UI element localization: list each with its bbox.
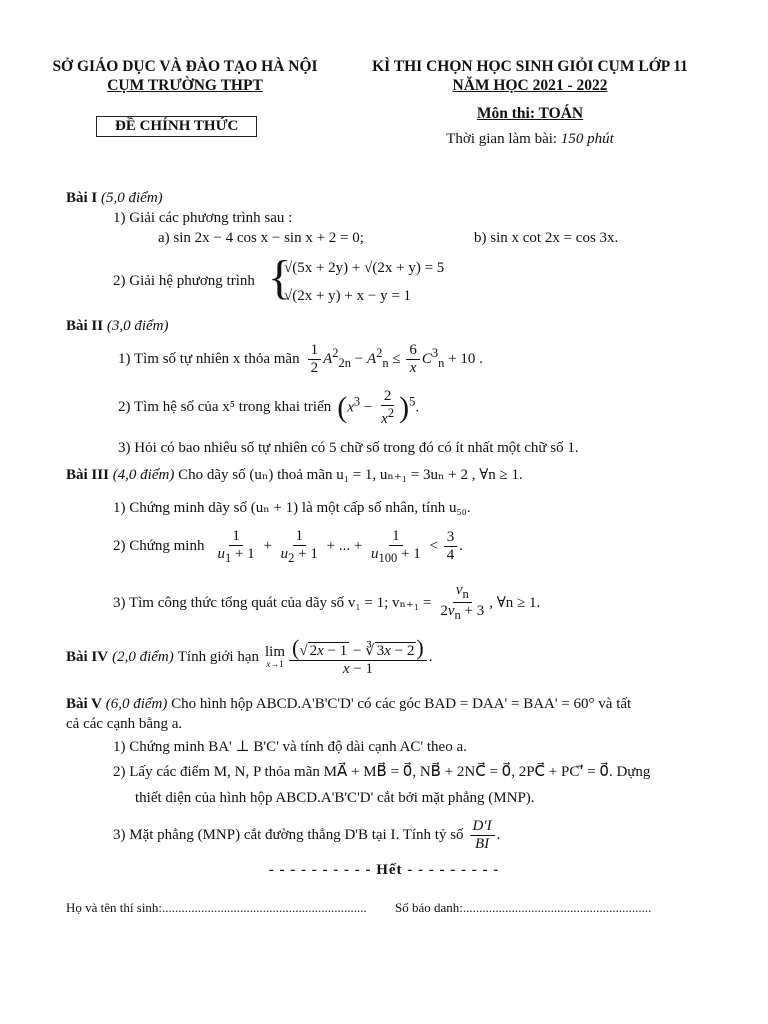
bai5-q2b: thiết diện của hình hộp ABCD.A'B'C'D' cắt bởi mặt phẳng (MNP).	[135, 790, 535, 806]
department-name: SỞ GIÁO DỤC VÀ ĐÀO TẠO HÀ NỘI	[52, 58, 318, 75]
end-marker: - - - - - - - - - - Hết - - - - - - - - -	[268, 862, 500, 878]
bai3-q3	[113, 582, 540, 622]
bai5-intro-b: cả các cạnh bằng a.	[66, 716, 183, 732]
candidate-name-label: Họ và tên thí sinh:	[66, 900, 163, 915]
bai1-q1: 1) Giải các phương trình sau :	[113, 210, 293, 226]
bai3-q3-tail: , ∀n ≥ 1.	[489, 594, 541, 611]
bai4-text: Tính giới hạn	[177, 648, 260, 665]
candidate-name-line	[66, 900, 367, 916]
bai4: Bài IV (2,0 điểm) Tính giới hạn lim x→1 $\frac{(√ 2x - 1 - ∛ 3x - 2)}{x - 1}$ .	[66, 635, 433, 678]
candidate-id-dots: ..........................................................	[462, 900, 652, 915]
official-stamp: ĐỀ CHÍNH THỨC	[96, 116, 257, 137]
bai5-q3-text: 3) Mặt phẳng (MNP) cắt đường thẳng D'B tại I. Tính tỷ số	[113, 826, 464, 843]
bai3-q1: 1) Chứng minh dãy số (uₙ + 1) là một cấp số nhân, tính u₅₀.	[113, 500, 471, 516]
bai1-title: Bài I	[66, 190, 98, 206]
bai5-intro-a: Cho hình hộp ABCD.A'B'C'D' có các góc BAD = DAA' = BAA' = 60° và tất	[171, 696, 632, 712]
candidate-name-dots: ...............................................................	[162, 900, 367, 915]
bai3-q3-text: 3) Tìm công thức tổng quát của dãy số v₁ = 1; vₙ₊₁ =	[113, 594, 432, 611]
bai1-heading	[66, 190, 163, 207]
bai1-q2-label: 2) Giải hệ phương trình	[113, 273, 255, 289]
bai2-title: Bài II	[66, 318, 104, 334]
time-value: 150 phút	[560, 131, 614, 147]
candidate-id-line	[395, 900, 651, 916]
bai1-q1a: a) sin 2x − 4 cos x − sin x + 2 = 0;	[158, 230, 364, 246]
bai2-q2-text: 2) Tìm hệ số của x⁵ trong khai triển	[118, 399, 332, 416]
exam-title: KÌ THI CHỌN HỌC SINH GIỎI CỤM LỚP 11	[372, 58, 688, 75]
bai5-heading	[66, 696, 631, 713]
bai1-eq1: √(5x + 2y) + √(2x + y) = 5	[284, 260, 445, 276]
bai1-eq2: √(2x + y) + x − y = 1	[284, 288, 412, 304]
bai5-points: (6,0 điểm)	[105, 696, 168, 712]
bai3-q2-label: 2) Chứng minh	[113, 537, 205, 554]
subject: Môn thi: TOÁN	[476, 105, 584, 122]
school-cluster: CỤM TRƯỜNG THPT	[107, 77, 263, 94]
bai4-points: (2,0 điểm)	[112, 648, 174, 665]
bai3-points: (4,0 điểm)	[112, 467, 175, 483]
bai2-q1-formula: $\frac{1}{2}$ $A^2_{2n} - A^2_n$ ≤ $\frac{6}{x}$ $C^3_n + 10$ .	[306, 342, 483, 377]
bai3-title: Bài III	[66, 467, 109, 483]
bai5-q3-fraction: $\frac{D'I}{BI}$	[470, 818, 495, 853]
time-label: Thời gian làm bài:	[446, 131, 561, 147]
bai3-q2	[113, 528, 463, 565]
bai2-q3: 3) Hỏi có bao nhiêu số tự nhiên có 5 chữ số trong đó có ít nhất một chữ số 1.	[118, 440, 579, 456]
bai3-intro: Cho dãy số (uₙ) thoả mãn u₁ = 1, uₙ₊₁ = 3uₙ + 2 , ∀n ≥ 1.	[178, 467, 523, 483]
bai4-fraction: $\frac{(√ 2x - 1 - ∛ 3x - 2)}{x - 1}$	[289, 636, 427, 678]
bai2-heading	[66, 318, 169, 335]
bai1-points: (5,0 điểm)	[101, 190, 163, 206]
bai5-title: Bài V	[66, 696, 102, 712]
candidate-id-label: Số báo danh:	[395, 900, 463, 915]
system-brace: {	[268, 251, 292, 304]
bai2-q2-formula: ($x^3$ − $\frac{2}{x^2}$ )$^5$.	[337, 388, 420, 427]
bai3-q2-formula: $\frac{1}{u_1 + 1}$ + $\frac{1}{u_2 + 1}$ + ... + $\frac{1}{u_{100} + 1}$ < $\frac{3}{4}$ .	[217, 528, 463, 565]
bai4-title: Bài IV	[66, 648, 109, 665]
bai2-q1-text: 1) Tìm số tự nhiên x thỏa mãn	[118, 350, 300, 367]
bai5-q1: 1) Chứng minh BA' ⊥ B'C' và tính độ dài cạnh AC' theo a.	[113, 739, 467, 755]
school-year: NĂM HỌC 2021 - 2022	[452, 77, 608, 94]
limit-symbol: lim x→1	[265, 644, 286, 670]
bai3-heading	[66, 465, 523, 484]
bai2-q1	[118, 342, 483, 377]
bai2-q2	[118, 388, 419, 428]
bai2-points: (3,0 điểm)	[106, 318, 169, 334]
bai3-q3-fraction: $\frac{v_n}{2v_n + 3}$	[440, 582, 485, 622]
time-allowed	[355, 131, 705, 148]
bai5-q2a: 2) Lấy các điểm M, N, P thỏa mãn MA⃗ + MB⃗ = 0⃗, NB⃗ + 2NC⃗ = 0⃗, 2PC⃗ + PC'⃗ = 0⃗. Dựng	[113, 764, 651, 780]
bai5-q3: 3) Mặt phẳng (MNP) cắt đường thẳng D'B tại I. Tính tỷ số $\frac{D'I}{BI}$ .	[113, 818, 501, 852]
bai1-q1b: b) sin x cot 2x = cos 3x.	[474, 230, 619, 246]
